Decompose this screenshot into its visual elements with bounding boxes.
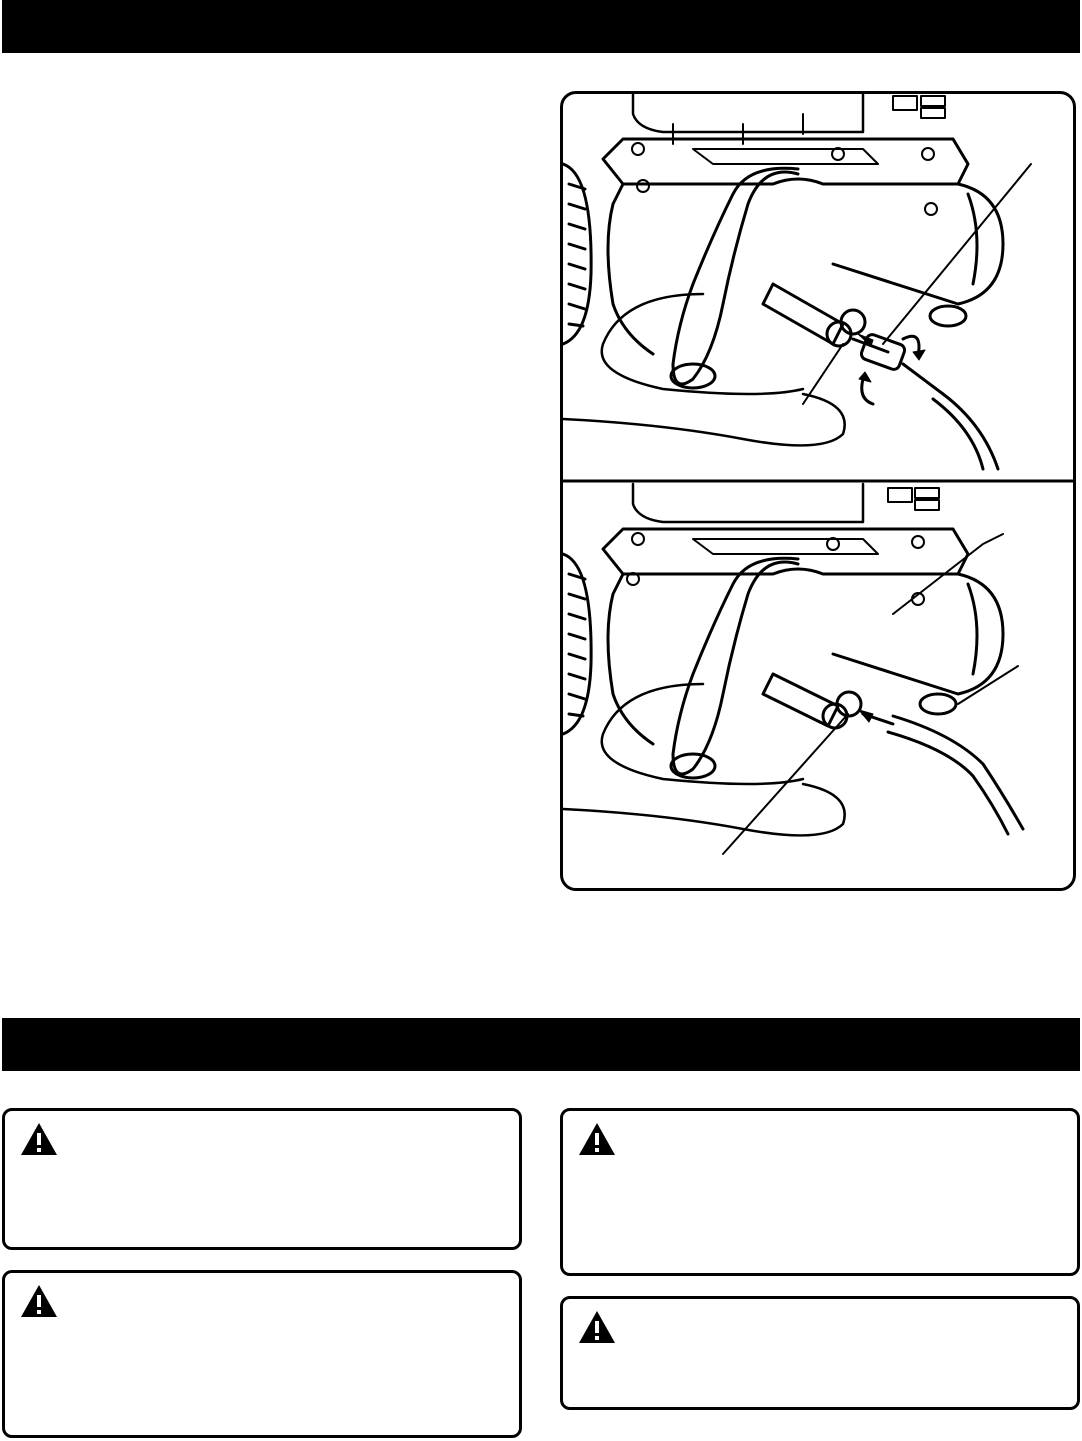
warning-triangle-icon [577,1309,617,1345]
lower-panel-drawing [563,484,1023,854]
warning-box [2,1108,522,1250]
hose-connection-illustration [560,91,1076,891]
upper-panel-drawing [563,94,1031,469]
section-header-band [2,0,1080,53]
warning-triangle-icon [19,1121,59,1157]
section-header-band [2,1018,1080,1071]
warning-box [560,1296,1080,1410]
warning-box [560,1108,1080,1276]
warning-triangle-icon [19,1283,59,1319]
illustration-svg [563,94,1073,888]
warning-triangle-icon [577,1121,617,1157]
warning-box [2,1270,522,1438]
